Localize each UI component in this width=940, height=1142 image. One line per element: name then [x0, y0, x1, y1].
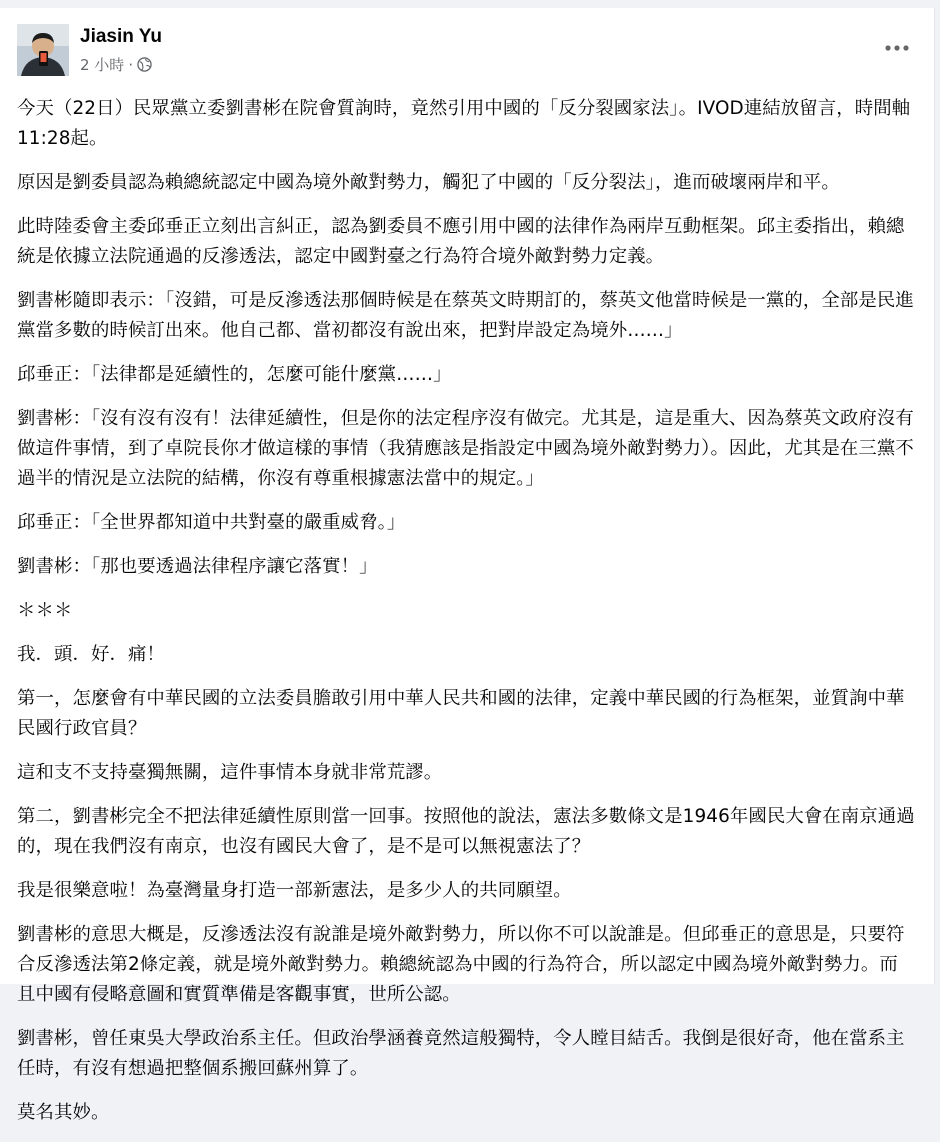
post-paragraph: 此時陸委會主委邱垂正立刻出言糾正，認為劉委員不應引用中國的法律作為兩岸互動框架。邱主委指出，賴總統是依據立法院通過的反滲透法，認定中國對臺之行為符合境外敵對勢力定義。 [17, 216, 905, 267]
post-timestamp[interactable]: 2 小時 [80, 56, 125, 74]
post-paragraph: 邱垂正：「法律都是延續性的，怎麼可能什麼黨……」 [17, 364, 452, 385]
post-paragraph: 邱垂正：「全世界都知道中共對臺的嚴重威脅。」 [17, 512, 406, 533]
post-paragraph: 莫名其妙。 [17, 1102, 110, 1123]
section-divider: ＊＊＊ [17, 600, 73, 621]
post-paragraph: 劉書彬的意思大概是，反滲透法沒有說誰是境外敵對勢力，所以你不可以說誰是。但邱垂正的意思是，只要符合反滲透法第2條定義，就是境外敵對勢力。賴總統認為中國的行為符合，所以認定中國為境外敵對勢力。而且中國有侵略意圖和實質準備是客觀事實，世所公認。 [17, 924, 905, 1005]
post-paragraph: 劉書彬，曾任東吳大學政治系主任。但政治學涵養竟然這般獨特，令人瞠目結舌。我倒是很好奇，他在當系主任時，有沒有想過把整個系搬回蘇州算了。 [17, 1028, 905, 1079]
globe-icon[interactable] [137, 57, 152, 72]
author-name[interactable]: Jiasin Yu [80, 26, 163, 47]
avatar-photo [17, 24, 69, 76]
post-header [0, 8, 934, 90]
avatar[interactable] [17, 24, 69, 76]
post-paragraph: 我．頭．好．痛！ [17, 644, 165, 665]
more-options-icon[interactable] [882, 36, 912, 60]
post-body [17, 94, 916, 1142]
post-paragraph: 第一，怎麼會有中華民國的立法委員膽敢引用中華人民共和國的法律，定義中華民國的行為框架，並質詢中華民國行政官員？ [17, 688, 905, 739]
post-paragraph: 我是很樂意啦！為臺灣量身打造一部新憲法，是多少人的共同願望。 [17, 880, 572, 901]
post-paragraph: 第二，劉書彬完全不把法律延續性原則當一回事。按照他的說法，憲法多數條文是1946年國民大會在南京通過的，現在我們沒有南京，也沒有國民大會了，是不是可以無視憲法了？ [17, 806, 915, 857]
post-meta [80, 54, 152, 75]
meta-separator: · [128, 55, 134, 74]
post-card [0, 8, 935, 1123]
post-paragraph: 今天（22日）民眾黨立委劉書彬在院會質詢時，竟然引用中國的「反分裂國家法」。IVOD連結放留言，時間軸11:28起。 [17, 98, 911, 149]
post-paragraph: 這和支不支持臺獨無關，這件事情本身就非常荒謬。 [17, 762, 443, 783]
post-paragraph: 劉書彬：「那也要透過法律程序讓它落實！」 [17, 556, 378, 577]
post-paragraph: 劉書彬：「沒有沒有沒有！法律延續性，但是你的法定程序沒有做完。尤其是，這是重大、因為蔡英文政府沒有做這件事情，到了卓院長你才做這樣的事情（我猜應該是指設定中國為境外敵對勢力）。因此，尤其是在三黨不過半的情況是立法院的結構，你沒有尊重根據憲法當中的規定。」 [17, 408, 914, 489]
post-paragraph: 劉書彬隨即表示：「沒錯，可是反滲透法那個時候是在蔡英文時期訂的，蔡英文他當時候是一黨的，全部是民進黨當多數的時候訂出來。他自己都、當初都沒有說出來，把對岸設定為境外……」 [17, 290, 914, 341]
post-paragraph: 原因是劉委員認為賴總統認定中國為境外敵對勢力，觸犯了中國的「反分裂法」，進而破壞兩岸和平。 [17, 172, 840, 193]
